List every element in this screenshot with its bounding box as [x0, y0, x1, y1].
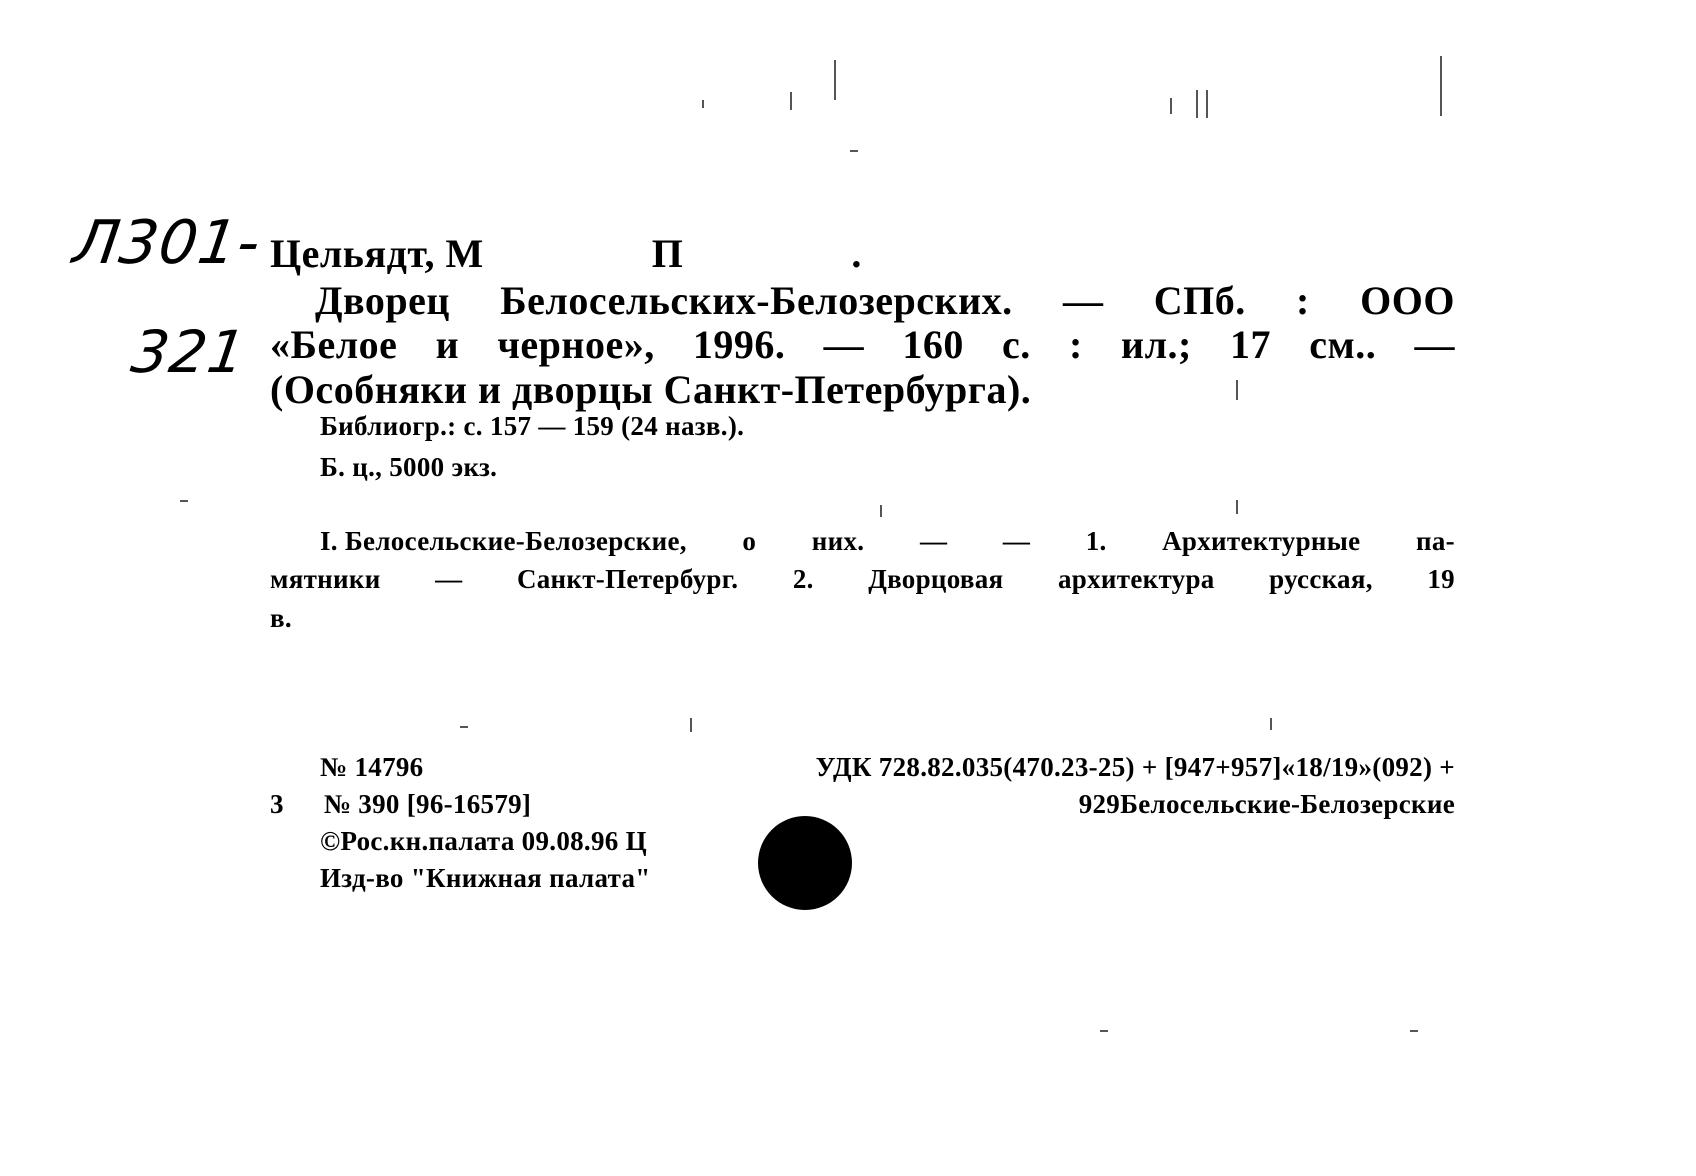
- title-word: 17: [1230, 322, 1272, 367]
- udk-code: УДК 728.82.035(470.23-25) + [947+957]«18/19»(092) +: [815, 752, 1455, 782]
- title-word: :: [1296, 278, 1310, 323]
- title-line-1: [315, 277, 1455, 324]
- scan-speck: [1236, 500, 1238, 514]
- title-word: —: [823, 322, 865, 367]
- author-heading: [270, 230, 862, 277]
- title-word: 1996.: [692, 322, 786, 367]
- subjects-line-1: [320, 526, 1455, 557]
- udk-continuation: 929Белосельские-Белозерские: [1078, 789, 1455, 819]
- title-word: —: [1062, 278, 1104, 323]
- subject-word: русская,: [1269, 564, 1373, 594]
- author-name: Цельядт, М: [270, 231, 484, 276]
- registration-number: № 390 [96-16579]: [323, 789, 532, 819]
- subject-word: I. Белосельские-Белозерские,: [320, 526, 687, 556]
- scan-speck: [880, 505, 882, 517]
- subject-word: —: [435, 564, 463, 594]
- scan-speck: [790, 92, 792, 110]
- subject-word: них.: [811, 526, 865, 556]
- subjects-line-2: [270, 564, 1455, 595]
- card-number: № 14796: [320, 752, 424, 782]
- subject-word: о: [742, 526, 757, 556]
- subject-word: па-: [1416, 526, 1455, 556]
- bibliography-note: Библиогр.: с. 157 — 159 (24 назв.).: [320, 411, 745, 441]
- author-dot: .: [851, 231, 862, 276]
- chamber-stamp: ©Рос.кн.палата 09.08.96 Ц: [320, 826, 647, 856]
- author-initial: П: [651, 231, 684, 276]
- scan-speck: [1206, 90, 1208, 118]
- title-word: ил.;: [1121, 322, 1192, 367]
- subject-word: Архитектурные: [1162, 526, 1361, 556]
- subject-word: архитектура: [1057, 564, 1215, 594]
- title-word: Дворец: [315, 278, 450, 323]
- title-word: с.: [1002, 322, 1031, 367]
- scan-speck: [460, 726, 468, 728]
- subject-word: 2.: [792, 564, 814, 594]
- title-word: 160: [902, 322, 964, 367]
- title-word: Белосельских-Белозерских.: [500, 278, 1013, 323]
- scan-speck: [1236, 380, 1238, 400]
- title-word: ООО: [1360, 278, 1455, 323]
- subject-word: 1.: [1085, 526, 1107, 556]
- title-word: черное»,: [497, 322, 655, 367]
- scan-speck: [1270, 718, 1272, 730]
- udk-line-2: [270, 789, 1455, 820]
- subject-word: —: [1002, 526, 1031, 556]
- title-word: СПб.: [1153, 278, 1246, 323]
- publisher-line: Изд-во "Книжная палата": [320, 863, 651, 893]
- scan-speck: [850, 150, 858, 152]
- scan-speck: [180, 500, 188, 502]
- subject-word: Санкт-Петербург.: [516, 564, 739, 594]
- udk-line-1: [320, 752, 1455, 783]
- price-note: Б. ц., 5000 экз.: [320, 452, 498, 482]
- subject-word: 19: [1427, 564, 1455, 594]
- title-word: :: [1069, 322, 1083, 367]
- scan-speck: [1410, 1030, 1418, 1032]
- card-marker: 3: [270, 789, 284, 819]
- title-word: см..: [1309, 322, 1377, 367]
- title-word: и: [435, 322, 460, 367]
- scan-speck: [702, 100, 704, 108]
- subject-word: —: [919, 526, 948, 556]
- scan-speck: [834, 60, 836, 100]
- subject-word: Дворцовая: [868, 564, 1004, 594]
- series-line: (Особняки и дворцы Санкт-Петербурга).: [270, 367, 1032, 412]
- handwritten-shelfmark-line1: Л301-: [69, 208, 266, 278]
- handwritten-shelfmark-line2: 321: [127, 318, 251, 386]
- scan-speck: [1100, 1030, 1108, 1032]
- subject-word: мятники: [270, 564, 381, 594]
- title-line-2: [270, 321, 1455, 368]
- scan-speck: [1440, 56, 1442, 116]
- title-word: —: [1414, 322, 1455, 367]
- title-word: «Белое: [270, 322, 398, 367]
- punch-hole: [758, 816, 852, 910]
- scan-speck: [1196, 90, 1198, 118]
- scan-speck: [1170, 98, 1172, 114]
- scan-speck: [690, 718, 692, 732]
- subjects-line-3: в.: [270, 603, 292, 633]
